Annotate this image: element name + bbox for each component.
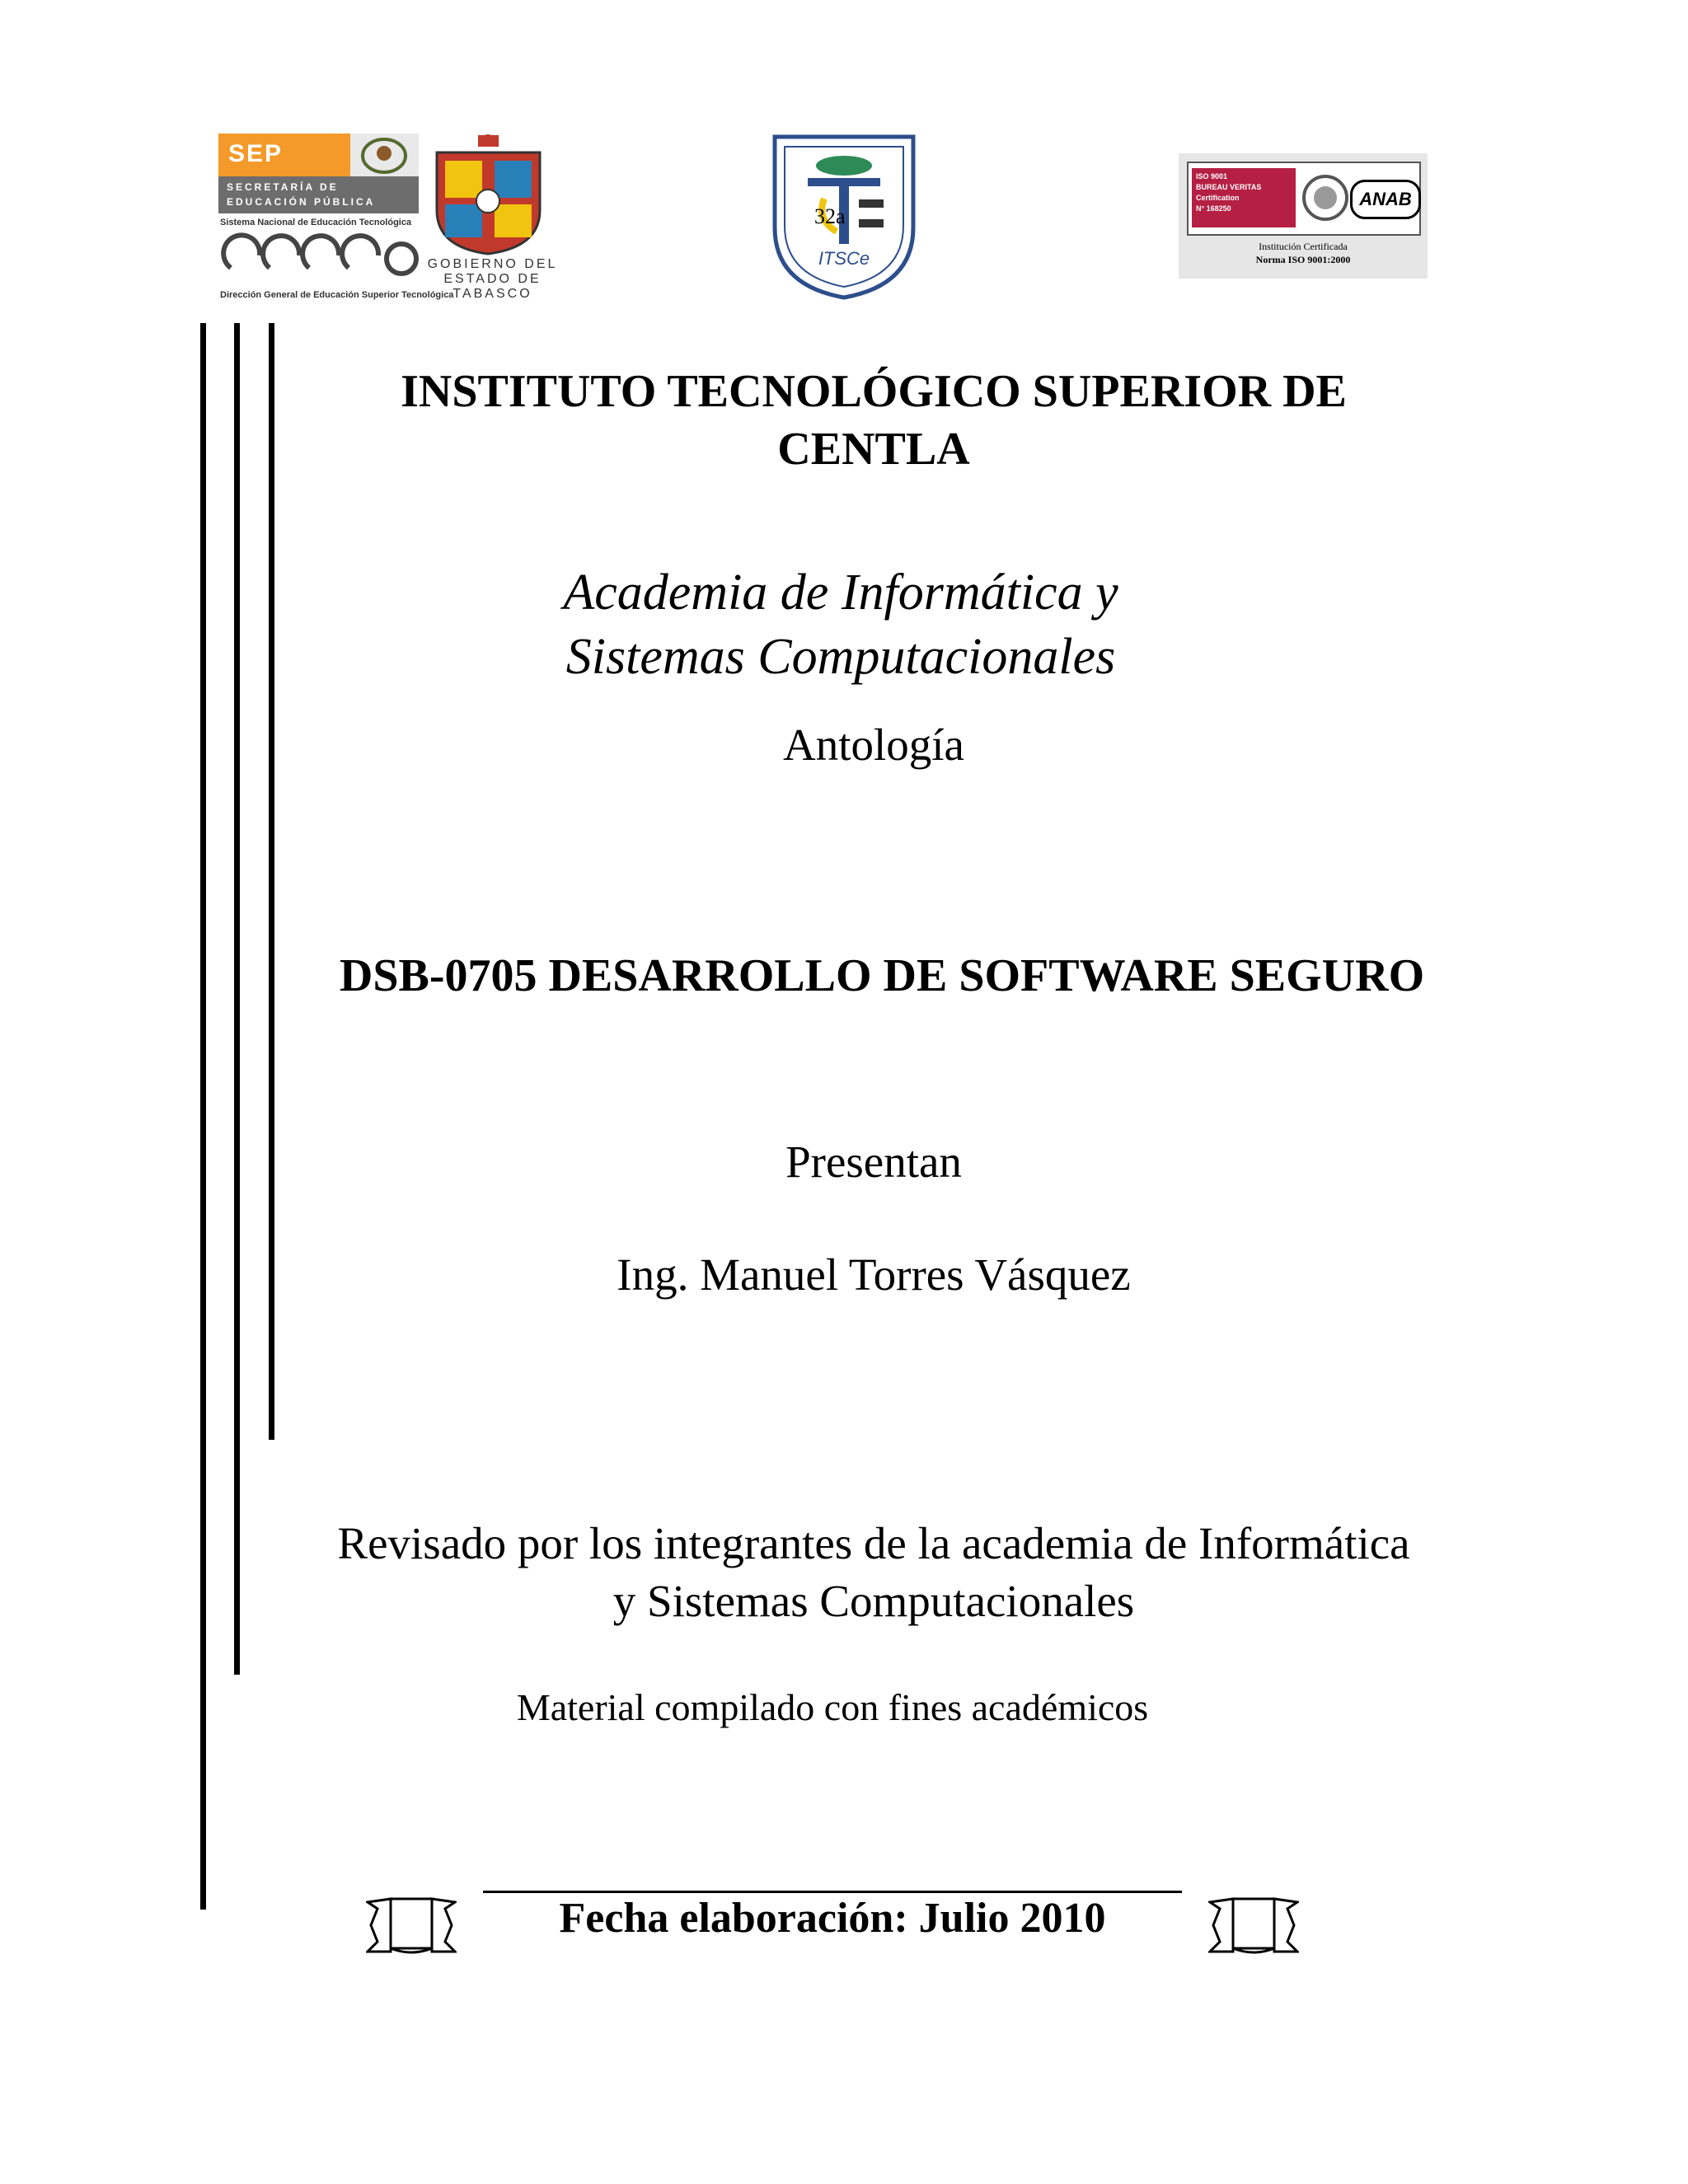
review-note-line-1: Revisado por los integrantes de la academia de Informática bbox=[337, 1518, 1410, 1568]
institute-title-line-2: CENTLA bbox=[777, 424, 970, 475]
left-rule-inner bbox=[269, 323, 274, 1440]
svg-text:ITSCe: ITSCe bbox=[818, 248, 870, 269]
institute-title-line-1: INSTITUTO TECNOLÓGICO SUPERIOR DE bbox=[401, 366, 1347, 417]
mexico-seal-icon bbox=[350, 134, 419, 176]
iso-certification-logo bbox=[1179, 153, 1428, 279]
presentan-label: Presentan bbox=[785, 1137, 962, 1187]
subject-title: DSB-0705 DESARROLLO DE SOFTWARE SEGURO bbox=[339, 950, 1425, 1001]
itsce-number: 32a bbox=[814, 204, 846, 228]
document-type: Antología bbox=[783, 719, 964, 770]
iso-badge-line-2: BUREAU VERITAS bbox=[1196, 183, 1262, 191]
sep-wordmark: SEP bbox=[228, 140, 284, 167]
institute-title bbox=[280, 363, 1467, 478]
elaboration-date: Fecha elaboración: Julio 2010 bbox=[559, 1895, 1106, 1942]
gobierno-line-1: GOBIERNO DEL bbox=[427, 257, 558, 271]
open-book-left-icon bbox=[366, 1892, 457, 1957]
itsce-logo bbox=[767, 129, 921, 302]
academia-heading bbox=[412, 560, 1269, 689]
review-note-line-2: y Sistemas Computacionales bbox=[612, 1576, 1135, 1626]
iso-caption-2: Norma ISO 9001:2000 bbox=[1255, 254, 1351, 265]
sep-logo bbox=[218, 134, 454, 304]
sep-subtitle-2: Dirección General de Educación Superior Tecnológica bbox=[220, 290, 454, 300]
date-rule bbox=[483, 1891, 1182, 1893]
review-note bbox=[247, 1515, 1500, 1630]
bureau-veritas-seal-icon bbox=[1301, 166, 1350, 233]
snet-rings-icon bbox=[218, 231, 419, 293]
gobierno-line-2: ESTADO DE bbox=[443, 272, 542, 286]
iso-badge-line-3: Certification bbox=[1196, 194, 1240, 202]
gobierno-tabasco-logo bbox=[420, 132, 556, 305]
tabasco-shield-icon bbox=[420, 132, 556, 255]
open-book-right-icon bbox=[1208, 1892, 1299, 1957]
material-note: Material compilado con fines académicos bbox=[516, 1686, 1149, 1728]
sep-line-1: SECRETARÍA DE bbox=[227, 181, 339, 193]
academia-line-1: Academia de Informática y bbox=[563, 565, 1118, 621]
sep-line-2: EDUCACIÓN PÚBLICA bbox=[227, 196, 376, 208]
gobierno-line-3: TABASCO bbox=[452, 287, 532, 301]
academia-line-2: Sistemas Computacionales bbox=[565, 629, 1116, 685]
left-rule-outer bbox=[200, 323, 206, 1910]
sep-subtitle-1: Sistema Nacional de Educación Tecnológica bbox=[220, 218, 412, 227]
iso-badge-line-4: N° 168250 bbox=[1196, 204, 1231, 213]
iso-caption-1: Institución Certificada bbox=[1259, 241, 1348, 252]
anab-mark: ANAB bbox=[1350, 180, 1421, 219]
author-name: Ing. Manuel Torres Vásquez bbox=[617, 1249, 1131, 1300]
left-rule-middle bbox=[234, 323, 240, 1675]
iso-badge-line-1: ISO 9001 bbox=[1196, 172, 1228, 180]
